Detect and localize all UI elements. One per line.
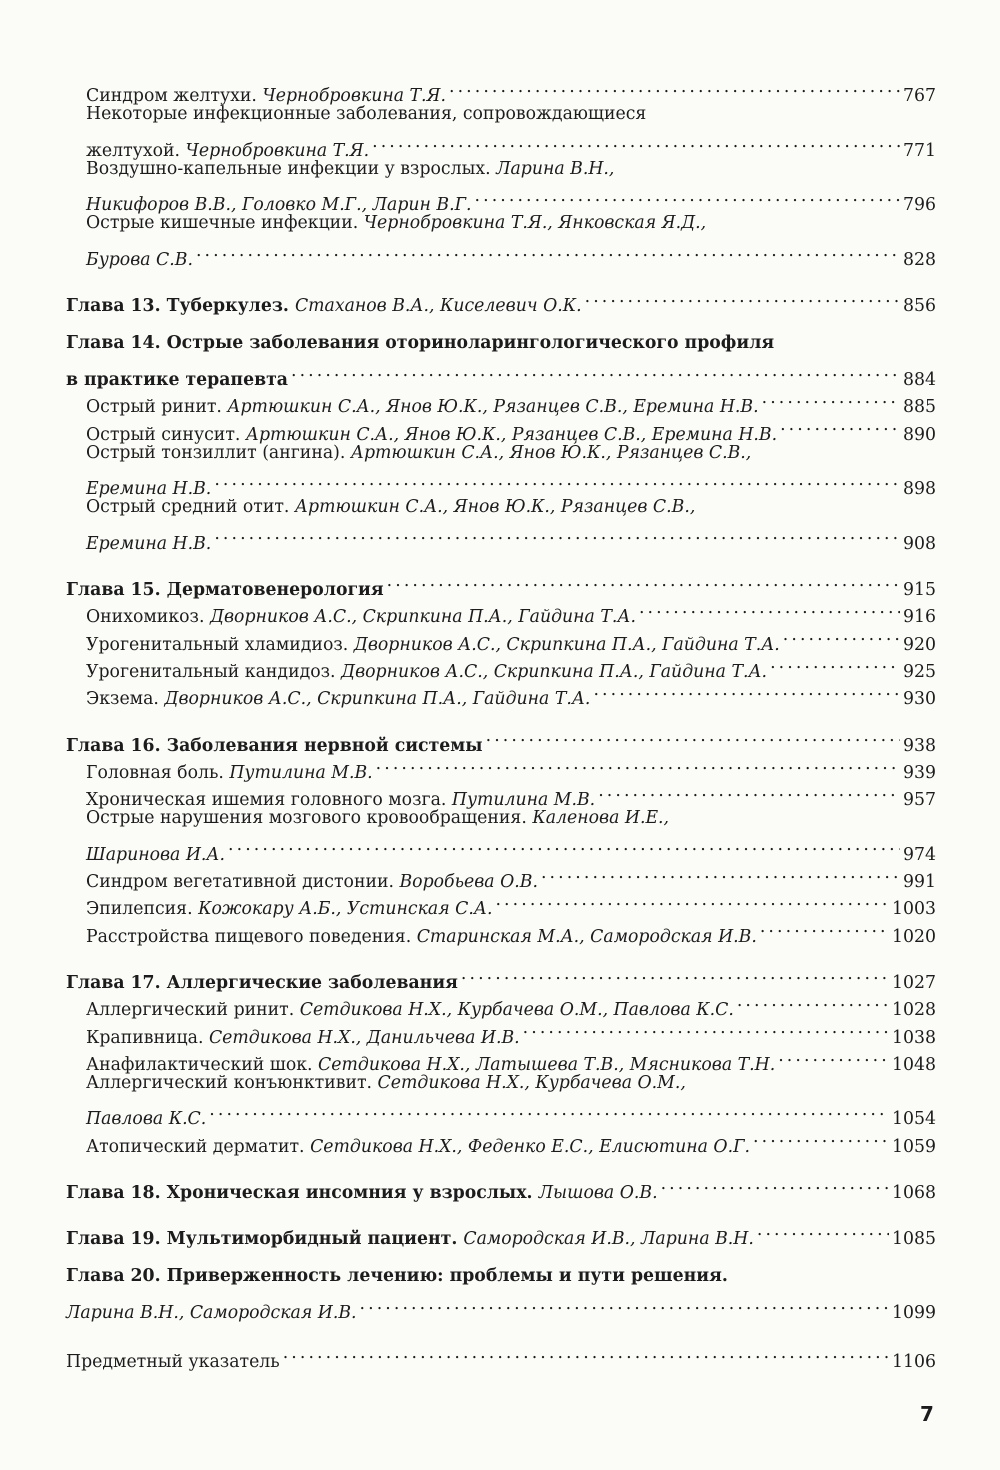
toc-entry-text: в практике терапевта [66, 369, 288, 390]
page-number: 7 [920, 1402, 934, 1426]
toc-entry-authors: Ларина В.Н., Самородская И.В. [66, 1302, 357, 1323]
toc-section-line [66, 1070, 936, 1097]
toc-entry-title [86, 1070, 686, 1097]
toc-chapter-line [66, 1291, 936, 1323]
toc-page-number: 1028 [892, 1000, 936, 1021]
toc-entry-authors: Кожокару А.Б., Устинская С.А. [198, 899, 493, 920]
toc-entry-authors: Дворников А.С., Скрипкина П.А., Гайдина Т.А. [341, 661, 768, 682]
toc-section-line [66, 440, 936, 467]
toc-entry-text: Воздушно-капельные инфекции у взрослых. [86, 158, 497, 179]
toc-page-number: 1020 [892, 926, 936, 947]
toc-entry-authors: Шаринова И.А. [86, 844, 226, 865]
leader-dots [593, 677, 900, 704]
leader-dots [661, 1171, 889, 1198]
toc-page-number: 1038 [892, 1027, 936, 1048]
toc-entry-text: Глава 13. Туберкулез. [66, 296, 295, 317]
toc-entry-text: Предметный указатель [66, 1352, 280, 1373]
leader-dots [585, 284, 900, 311]
toc-entry-text: Острый ринит. [86, 397, 228, 418]
leader-dots [780, 412, 900, 439]
leader-dots [778, 1043, 889, 1070]
toc-entry-title [86, 394, 759, 421]
toc-page-number: 916 [903, 607, 936, 628]
toc-page-number: 925 [903, 661, 936, 682]
toc-entry-authors: Артюшкин С.А., Янов Ю.К., Рязанцев С.В., [350, 442, 752, 463]
toc-page-number: 930 [903, 689, 936, 710]
toc-entry-text: Синдром желтухи. [86, 86, 263, 107]
leader-dots [523, 1015, 889, 1042]
toc-entry-text: Урогенитальный хламидиоз. [86, 634, 354, 655]
leader-dots [753, 1124, 889, 1151]
toc-entry-text: Острый тонзиллит (ангина). [86, 442, 351, 463]
toc-entry-title [86, 924, 757, 951]
toc-chapter-line [66, 723, 936, 756]
toc-section-line [66, 832, 936, 865]
leader-dots [486, 723, 900, 750]
leader-dots [209, 1097, 889, 1124]
toc-chapter-line [66, 284, 936, 317]
toc-page-number: 1059 [892, 1136, 936, 1157]
toc-entry-authors: Еремина Н.В. [86, 479, 212, 500]
toc-chapter-line [66, 1263, 936, 1290]
toc-entry-text: Экзема. [86, 689, 165, 710]
leader-dots [598, 778, 900, 805]
toc-entry-title [86, 760, 373, 787]
leader-dots [372, 129, 900, 156]
toc-page-number: 1003 [892, 899, 936, 920]
toc-section-line [66, 74, 936, 107]
toc-entry-authors: Артюшкин С.А., Янов Ю.К., Рязанцев С.В., Еремина Н.В. [227, 397, 759, 418]
toc-entry-title [86, 440, 751, 467]
toc-page-number: 856 [903, 296, 936, 317]
toc-entry-title [86, 842, 225, 869]
toc-entry-text: Острые нарушения мозгового кровообращения. [86, 808, 533, 829]
toc-chapter-line [66, 1217, 936, 1250]
toc-page-number: 885 [903, 397, 936, 418]
toc-entry-authors: Стаханов В.А., Киселевич О.К. [294, 296, 582, 317]
toc-page-number: 908 [903, 533, 936, 554]
toc-entry-authors: Сетдикова Н.Х., Курбачева О.М., [377, 1072, 686, 1093]
toc-page-number: 938 [903, 735, 936, 756]
toc-entry-authors: Артюшкин С.А., Янов Ю.К., Рязанцев С.В., [294, 497, 696, 518]
toc-entry-authors: Чернобровкина Т.Я., Янковская Я.Д., [363, 213, 707, 234]
toc-entry-title [66, 1226, 754, 1253]
toc-page-number: 767 [903, 86, 936, 107]
toc-entry-authors: Дворников А.С., Скрипкина П.А., Гайдина Т.А. [209, 607, 636, 628]
toc-entry-title [86, 247, 193, 274]
leader-dots [495, 887, 889, 914]
toc-page-number: 1106 [892, 1352, 936, 1373]
toc-chapter-line [66, 358, 936, 390]
toc-entry-text: Глава 17. Аллергические заболевания [66, 972, 458, 993]
toc-entry-title [66, 1300, 357, 1327]
toc-entry-text: Глава 14. Острые заболевания оториноларингологического профиля [66, 333, 775, 354]
toc-entry-text: Аллергический конъюнктивит. [86, 1072, 378, 1093]
toc-page-number: 796 [903, 195, 936, 216]
toc-page-number: 1054 [892, 1109, 936, 1130]
toc-page-number: 1027 [892, 972, 936, 993]
toc-entry-text: Глава 16. Заболевания нервной системы [66, 735, 483, 756]
toc-entry-text: Острый синусит. [86, 424, 246, 445]
toc-entry-authors: Самородская И.В., Ларина В.Н. [463, 1229, 754, 1250]
toc-entry-authors: Еремина Н.В. [86, 533, 212, 554]
toc-page-number: 920 [903, 634, 936, 655]
leader-dots [475, 183, 900, 210]
toc-entry-text: Глава 18. Хроническая инсомния у взрослых. [66, 1182, 539, 1203]
toc-entry-title [66, 330, 774, 357]
table-of-contents [66, 74, 936, 1373]
toc-section-line [66, 805, 936, 832]
leader-dots [762, 385, 900, 412]
toc-section-line [66, 210, 936, 237]
toc-entry-authors: Чернобровкина Т.Я. [185, 140, 370, 161]
toc-entry-text: Расстройства пищевого поведения. [86, 926, 417, 947]
toc-entry-text: Головная боль. [86, 762, 230, 783]
toc-entry-title [86, 210, 706, 237]
toc-entry-authors: Сетдикова Н.Х., Курбачева О.М., Павлова К.С. [299, 1000, 734, 1021]
toc-entry-authors: Бурова С.В. [86, 250, 193, 271]
toc-entry-title [66, 1263, 728, 1290]
toc-entry-authors: Сетдикова Н.Х., Данильчева И.В. [208, 1027, 520, 1048]
toc-page-number: 991 [903, 872, 936, 893]
toc-entry-title [86, 531, 211, 558]
leader-dots [639, 595, 900, 622]
leader-dots [214, 467, 900, 494]
toc-page-number: 957 [903, 790, 936, 811]
toc-section-line [66, 1097, 936, 1130]
leader-dots [783, 622, 900, 649]
toc-entry-title [86, 1025, 520, 1052]
toc-entry-title [86, 896, 492, 923]
toc-entry-authors: Никифоров В.В., Головко М.Г., Ларин В.Г. [86, 195, 472, 216]
toc-entry-text: Хроническая ишемия головного мозга. [86, 790, 452, 811]
toc-page-number: 915 [903, 580, 936, 601]
toc-entry-title [86, 1134, 750, 1161]
toc-entry-title [86, 1106, 206, 1133]
leader-dots [737, 988, 889, 1015]
leader-dots [757, 1217, 889, 1244]
toc-page-number: 939 [903, 762, 936, 783]
toc-entry-authors: Дворников А.С., Скрипкина П.А., Гайдина Т.А. [353, 634, 780, 655]
toc-entry-authors: Воробьева О.В. [399, 872, 538, 893]
toc-entry-title [66, 367, 288, 394]
leader-dots [376, 751, 900, 778]
leader-dots [449, 74, 900, 101]
toc-entry-authors: Чернобровкина Т.Я. [262, 86, 446, 107]
toc-entry-text: Синдром вегетативной дистонии. [86, 872, 400, 893]
toc-chapter-line [66, 961, 936, 993]
toc-entry-authors: Путилина М.В. [451, 790, 596, 811]
toc-entry-text: Онихомикоз. [86, 607, 210, 628]
leader-dots [360, 1291, 890, 1318]
toc-page-number: 884 [903, 369, 936, 390]
toc-page-number: 771 [903, 140, 936, 161]
toc-section-line [66, 183, 936, 216]
toc-page-number: 828 [903, 250, 936, 271]
toc-section-line [66, 129, 936, 161]
toc-chapter-line [66, 568, 936, 601]
toc-entry-title [86, 101, 646, 128]
toc-entry-authors: Дворников А.С., Скрипкина П.А., Гайдина Т.А. [164, 689, 591, 710]
toc-entry-authors: Павлова К.С. [86, 1109, 207, 1130]
toc-entry-title [86, 156, 614, 183]
toc-chapter-line [66, 1171, 936, 1203]
toc-entry-authors: Артюшкин С.А., Янов Ю.К., Рязанцев С.В., Еремина Н.В. [245, 424, 778, 445]
leader-dots [283, 1340, 889, 1367]
toc-entry-authors: Ларина В.Н., [496, 158, 615, 179]
toc-entry-title [66, 970, 458, 997]
leader-dots [387, 568, 900, 595]
toc-entry-authors: Лышова О.В. [538, 1182, 658, 1203]
toc-page-number: 1099 [892, 1302, 936, 1323]
toc-section-line [66, 467, 936, 500]
toc-entry-text: Острые кишечные инфекции. [86, 213, 364, 234]
toc-chapter-line [66, 330, 936, 357]
toc-entry-text: Анафилактический шок. [86, 1054, 319, 1075]
toc-entry-text: Атопический дерматит. [86, 1136, 311, 1157]
toc-section-line [66, 521, 936, 554]
leader-dots [291, 358, 900, 385]
toc-entry-text: Острый средний отит. [86, 497, 295, 518]
toc-page-number: 1085 [892, 1229, 936, 1250]
toc-page-number: 1068 [892, 1182, 936, 1203]
toc-entry-title [86, 494, 695, 521]
leader-dots [760, 914, 889, 941]
toc-entry-text: Глава 19. Мультиморбидный пациент. [66, 1229, 464, 1250]
toc-entry-authors: Старинская М.А., Самородская И.В. [416, 926, 757, 947]
toc-entry-authors: Путилина М.В. [229, 762, 373, 783]
toc-entry-title [86, 686, 590, 713]
leader-dots [228, 832, 900, 859]
toc-entry-text: Крапивница. [86, 1027, 209, 1048]
leader-dots [196, 238, 900, 265]
toc-entry-authors: Сетдикова Н.Х., Латышева Т.В., Мясникова Т.Н. [318, 1054, 776, 1075]
leader-dots [461, 961, 889, 988]
leader-dots [214, 521, 900, 548]
toc-entry-authors: Каленова И.Е., [532, 808, 670, 829]
toc-entry-title [86, 869, 538, 896]
toc-index-line [66, 1340, 936, 1373]
toc-entry-title [86, 805, 669, 832]
toc-page-number: 1048 [892, 1054, 936, 1075]
toc-entry-title [66, 1349, 280, 1376]
toc-entry-title [66, 1180, 658, 1207]
toc-page-number: 974 [903, 844, 936, 865]
toc-entry-title [66, 577, 384, 604]
toc-entry-title [86, 632, 780, 659]
toc-page-number: 890 [903, 424, 936, 445]
leader-dots [541, 860, 900, 887]
toc-section-line [66, 494, 936, 521]
leader-dots [770, 650, 900, 677]
toc-entry-title [86, 604, 636, 631]
toc-entry-text: Урогенитальный кандидоз. [86, 661, 342, 682]
toc-section-line [66, 156, 936, 183]
toc-entry-text: Эпилепсия. [86, 899, 199, 920]
toc-entry-text: желтухой. [86, 140, 186, 161]
toc-section-line [66, 238, 936, 271]
toc-entry-text: Глава 15. Дерматовенерология [66, 580, 384, 601]
toc-section-line [66, 101, 936, 128]
toc-entry-text: Глава 20. Приверженность лечению: проблемы и пути решения. [66, 1266, 728, 1287]
toc-entry-title [66, 293, 582, 320]
toc-entry-text: Некоторые инфекционные заболевания, сопровождающиеся [86, 104, 647, 125]
toc-page-number: 898 [903, 479, 936, 500]
toc-entry-authors: Сетдикова Н.Х., Феденко Е.С., Елисютина О.Г. [310, 1136, 751, 1157]
toc-entry-text: Аллергический ринит. [86, 1000, 300, 1021]
